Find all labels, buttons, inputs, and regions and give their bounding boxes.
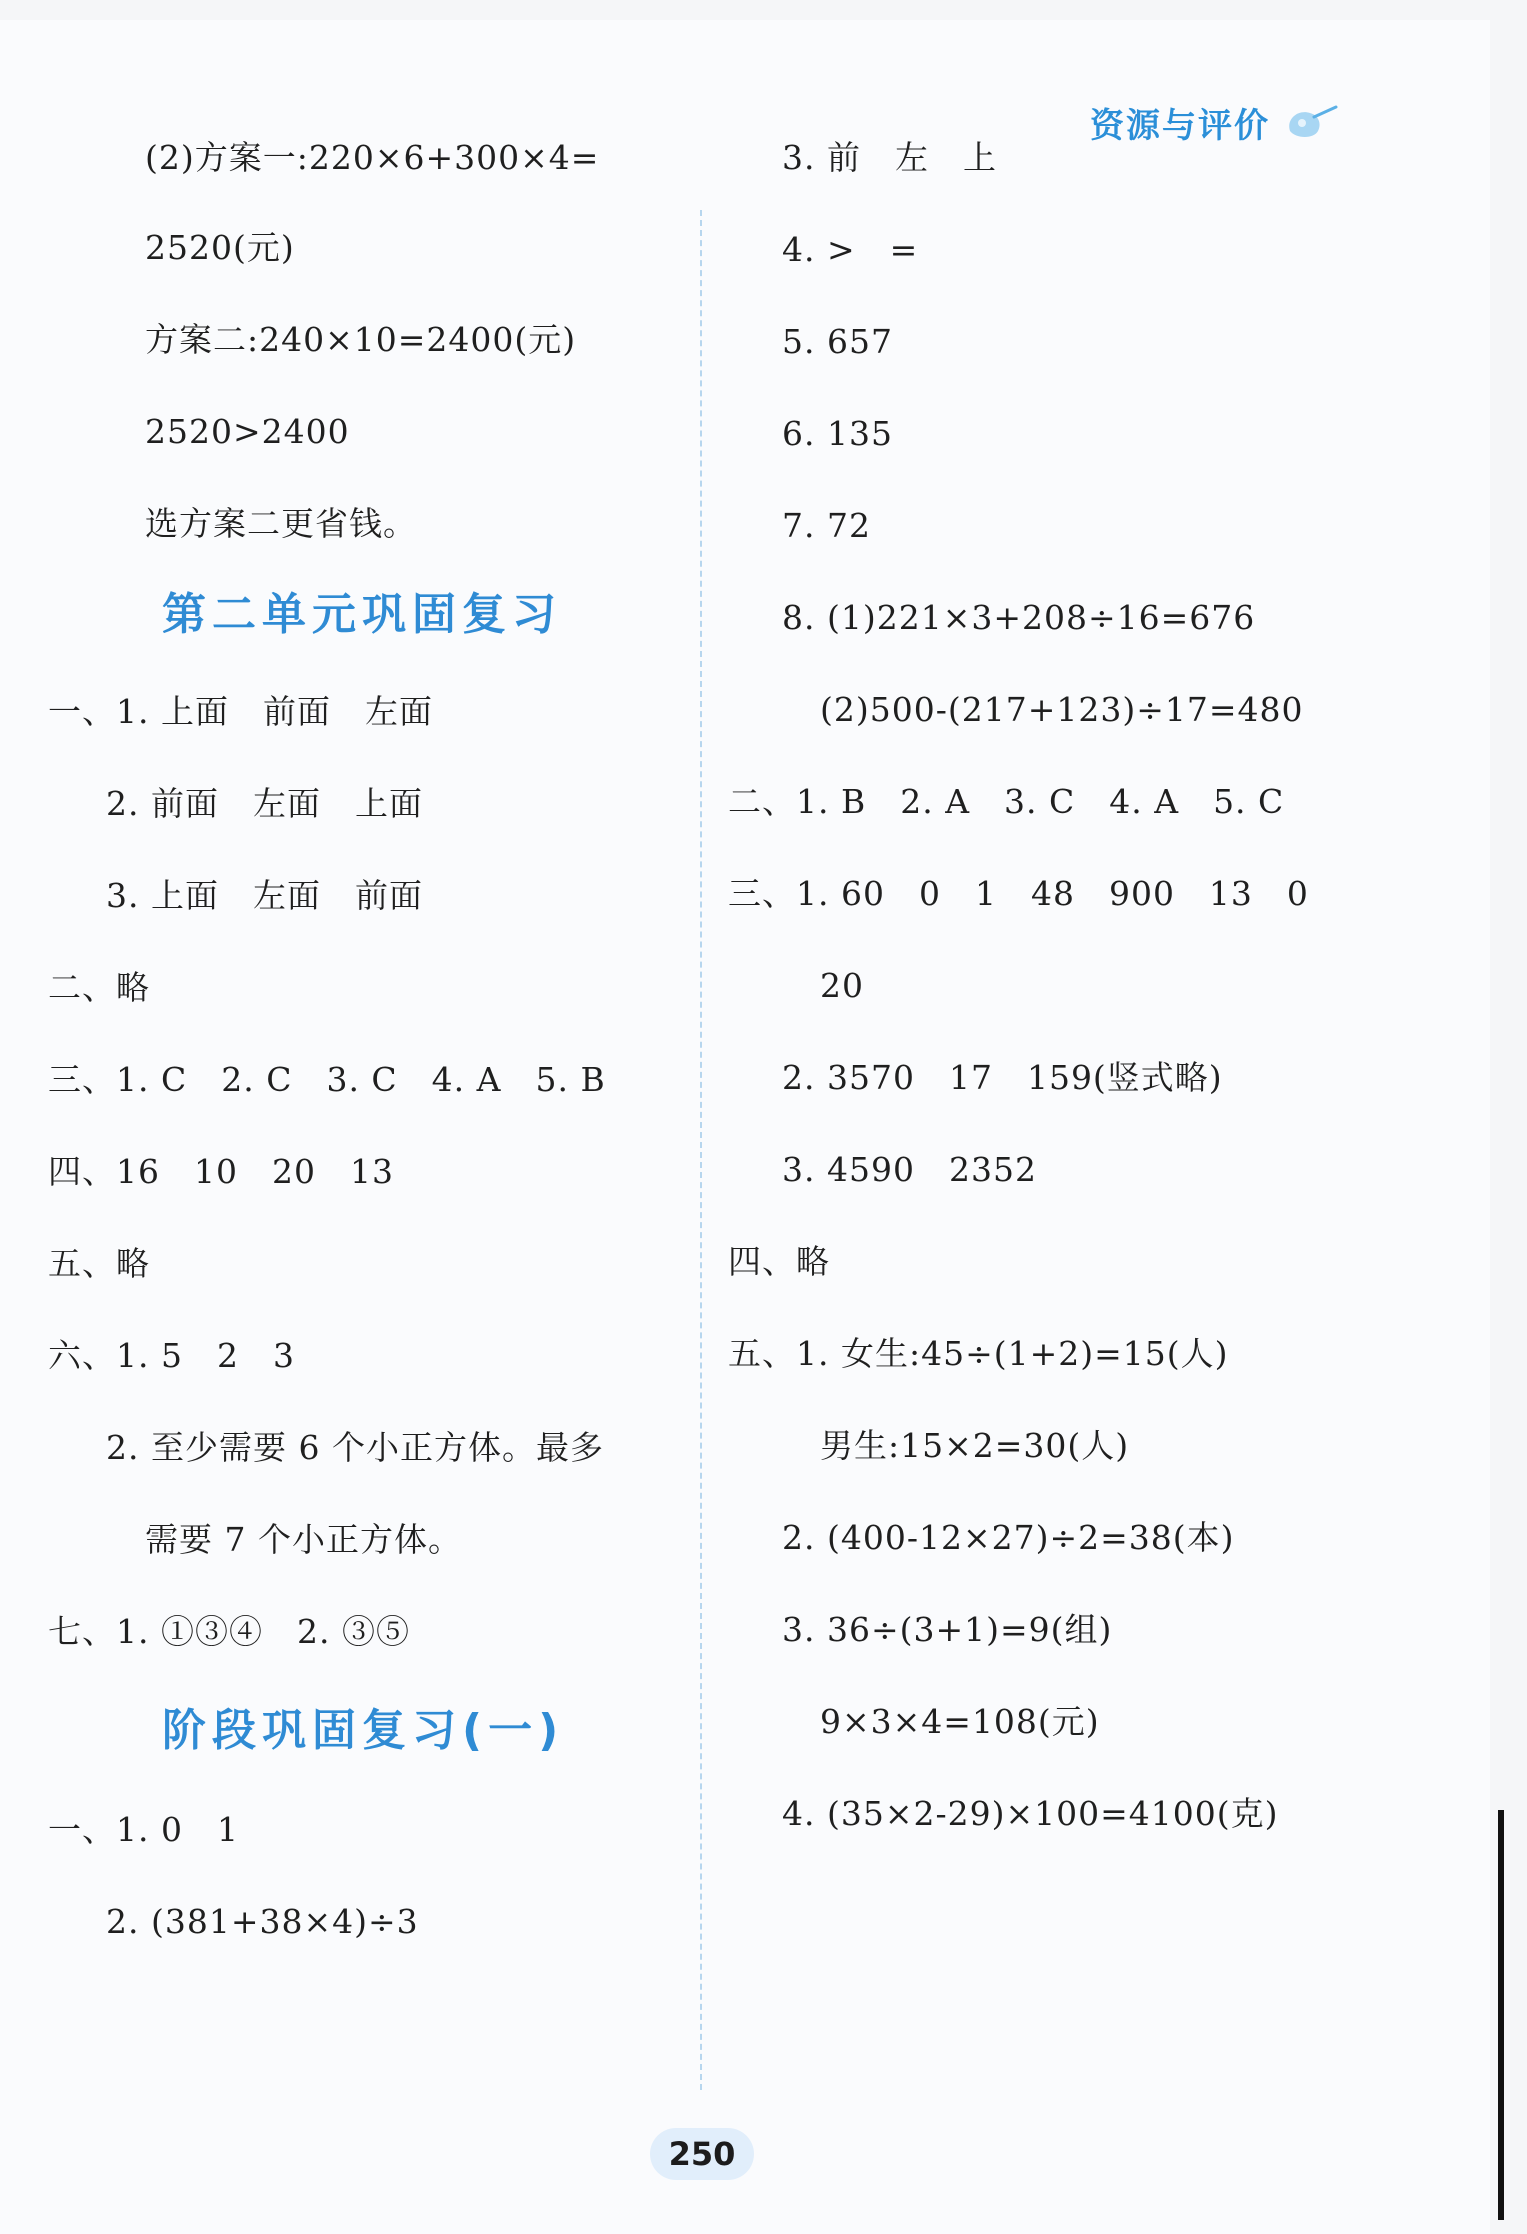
column-divider: [700, 210, 702, 2090]
answer-line: 2. 3570 17 159(竖式略): [782, 1058, 1223, 1097]
answer-line: 2. (400-12×27)÷2=38(本): [782, 1518, 1235, 1557]
answer-line: 5. 657: [782, 322, 893, 361]
answer-line: 4. > =: [782, 230, 919, 269]
answer-line: 9×3×4=108(元): [820, 1702, 1100, 1741]
answer-line: 2. 至少需要 6 个小正方体。最多: [106, 1428, 604, 1467]
answer-line: (2)方案一:220×6+300×4=: [145, 138, 600, 177]
answer-line: 2. (381+38×4)÷3: [106, 1902, 419, 1941]
answer-line: 3. 36÷(3+1)=9(组): [782, 1610, 1113, 1649]
answer-line: 方案二:240×10=2400(元): [145, 320, 577, 359]
water-drop-icon: [1284, 105, 1340, 141]
answer-line: 8. (1)221×3+208÷16=676: [782, 598, 1256, 637]
answer-line: 3. 前 左 上: [782, 138, 997, 177]
section-heading: 阶段巩固复习(一): [162, 1705, 565, 1756]
answer-line: 2520>2400: [145, 412, 350, 451]
answer-line: 需要 7 个小正方体。: [145, 1520, 462, 1559]
page-number: 250: [650, 2128, 754, 2180]
answer-line: 三、1. C 2. C 3. C 4. A 5. B: [48, 1060, 606, 1099]
answer-line: 男生:15×2=30(人): [820, 1426, 1130, 1465]
answer-line: 2. 前面 左面 上面: [106, 784, 423, 823]
answer-line: 4. (35×2-29)×100=4100(克): [782, 1794, 1279, 1833]
answer-line: 7. 72: [782, 506, 871, 545]
answer-line: 一、1. 上面 前面 左面: [48, 692, 433, 731]
section-heading: 第二单元巩固复习: [162, 589, 562, 640]
document-page: [0, 20, 1490, 2234]
answer-line: 五、略: [48, 1244, 150, 1283]
answer-line: 选方案二更省钱。: [145, 504, 417, 543]
answer-line: 四、16 10 20 13: [48, 1152, 394, 1191]
answer-line: 二、略: [48, 968, 150, 1007]
header-title: 资源与评价: [1090, 106, 1270, 146]
page-edge-shadow: [1498, 1810, 1504, 2220]
answer-line: (2)500-(217+123)÷17=480: [820, 690, 1304, 729]
answer-line: 二、1. B 2. A 3. C 4. A 5. C: [728, 782, 1285, 821]
answer-line: 20: [820, 966, 864, 1005]
answer-line: 6. 135: [782, 414, 893, 453]
page-header: [1090, 98, 1340, 147]
answer-line: 七、1. ①③④ 2. ③⑤: [48, 1612, 410, 1651]
answer-line: 3. 上面 左面 前面: [106, 876, 423, 915]
answer-line: 2520(元): [145, 228, 295, 267]
answer-line: 3. 4590 2352: [782, 1150, 1037, 1189]
answer-line: 六、1. 5 2 3: [48, 1336, 295, 1375]
answer-line: 三、1. 60 0 1 48 900 13 0: [728, 874, 1309, 913]
answer-line: 一、1. 0 1: [48, 1810, 239, 1849]
answer-line: 四、略: [728, 1242, 830, 1281]
answer-line: 五、1. 女生:45÷(1+2)=15(人): [728, 1334, 1229, 1373]
